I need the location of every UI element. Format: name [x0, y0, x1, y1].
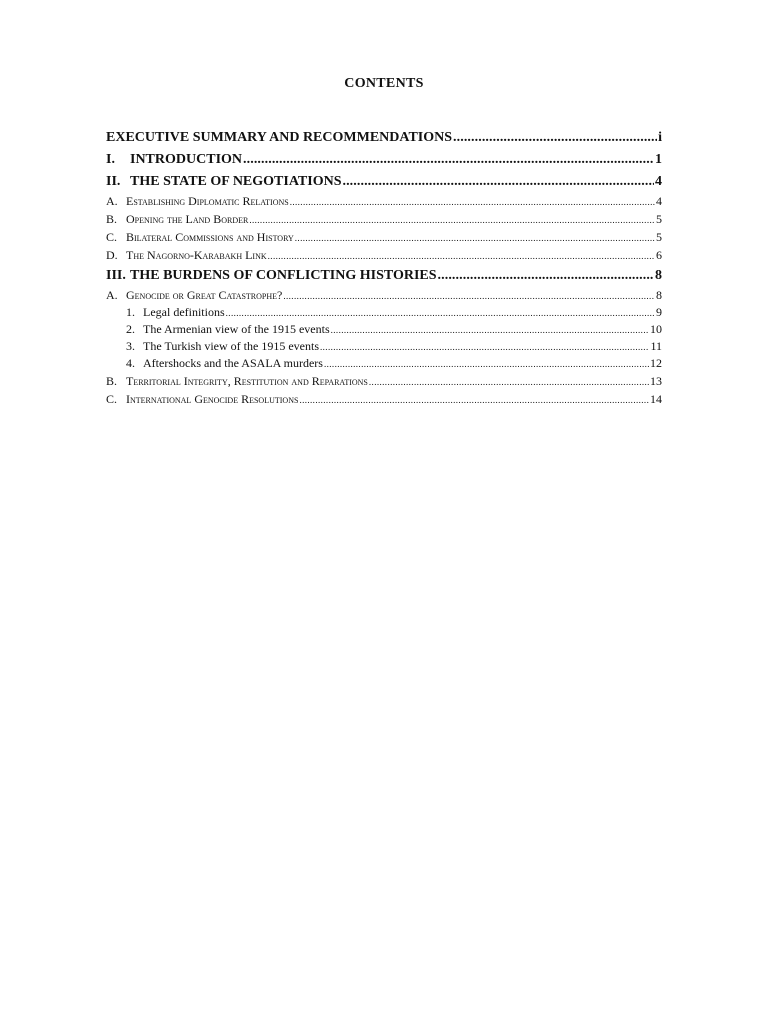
- toc-entry-label: INTRODUCTION: [130, 152, 243, 167]
- dot-leader: [438, 265, 654, 286]
- toc-entry-number: 2.: [126, 322, 135, 336]
- toc-entry-page: 8: [656, 288, 662, 302]
- toc-entry-number: B.: [106, 212, 118, 226]
- toc-entry-page: 8: [655, 268, 662, 283]
- toc-entry-legal-definitions[interactable]: [106, 304, 662, 321]
- dot-leader: [249, 211, 655, 228]
- toc-entry-state-of-negotiations[interactable]: [106, 171, 662, 192]
- toc-entry-page: 5: [656, 212, 662, 226]
- dot-leader: [226, 305, 655, 321]
- toc-entry-label: Aftershocks and the ASALA murders: [143, 356, 323, 370]
- dot-leader: [283, 287, 655, 304]
- toc-entry-label: International Genocide Resolutions: [126, 392, 299, 406]
- toc-entry-number: A.: [106, 288, 118, 302]
- toc-entry-diplomatic-relations[interactable]: [106, 192, 662, 210]
- toc-entry-label: THE BURDENS OF CONFLICTING HISTORIES: [130, 268, 437, 283]
- dot-leader: [369, 373, 649, 390]
- dot-leader: [331, 322, 649, 338]
- toc-entry-executive-summary[interactable]: [106, 127, 662, 148]
- toc-entry-label: Opening the Land Border: [126, 212, 249, 226]
- toc-entry-number: C.: [106, 392, 118, 406]
- toc-entry-label: EXECUTIVE SUMMARY AND RECOMMENDATIONS: [106, 130, 453, 145]
- toc-entry-page: i: [658, 130, 662, 145]
- toc-entry-label: Territorial Integrity, Restitution and Reparations: [126, 374, 368, 388]
- dot-leader: [290, 193, 655, 210]
- contents-title: CONTENTS: [344, 76, 424, 91]
- toc-entry-label: Bilateral Commissions and History: [126, 230, 294, 244]
- toc-entry-number: D.: [106, 248, 118, 262]
- toc-entry-page: 13: [650, 374, 662, 388]
- toc-entry-number: 4.: [126, 356, 135, 370]
- toc-entry-number: III.: [106, 268, 126, 283]
- dot-leader: [268, 247, 655, 264]
- toc-entry-label: The Nagorno-Karabakh Link: [126, 248, 267, 262]
- dot-leader: [453, 127, 657, 148]
- toc-entry-number: 3.: [126, 339, 135, 353]
- dot-leader: [299, 391, 649, 408]
- toc-entry-page: 4: [655, 174, 662, 189]
- toc-entry-genocide-or-catastrophe[interactable]: [106, 286, 662, 304]
- toc-entry-number: 1.: [126, 305, 135, 319]
- toc-entry-genocide-resolutions[interactable]: [106, 390, 662, 408]
- toc-entry-land-border[interactable]: [106, 210, 662, 228]
- dot-leader: [320, 339, 649, 355]
- toc-entry-label: Legal definitions: [143, 305, 225, 319]
- toc-entry-asala-murders[interactable]: [106, 355, 662, 372]
- toc-entry-page: 9: [656, 305, 662, 319]
- toc-entry-bilateral-commissions[interactable]: [106, 228, 662, 246]
- toc-entry-page: 5: [656, 230, 662, 244]
- dot-leader: [243, 149, 654, 170]
- toc-entry-page: 4: [656, 194, 662, 208]
- toc-entry-number: B.: [106, 374, 118, 388]
- toc-entry-page: 1: [655, 152, 662, 167]
- toc-entry-page: 6: [656, 248, 662, 262]
- toc-entry-page: 12: [650, 356, 662, 370]
- toc-entry-conflicting-histories[interactable]: [106, 265, 662, 286]
- toc-entry-number: II.: [106, 174, 121, 189]
- toc-entry-number: I.: [106, 152, 115, 167]
- toc-entry-armenian-view[interactable]: [106, 321, 662, 338]
- toc-entry-number: A.: [106, 194, 118, 208]
- toc-entry-territorial-integrity[interactable]: [106, 372, 662, 390]
- dot-leader: [342, 171, 654, 192]
- toc-entry-label: THE STATE OF NEGOTIATIONS: [130, 174, 342, 189]
- toc-entry-label: Genocide or Great Catastrophe?: [126, 288, 283, 302]
- toc-entry-label: The Turkish view of the 1915 events: [143, 339, 319, 353]
- toc-entry-introduction[interactable]: [106, 149, 662, 170]
- toc-entry-nagorno-karabakh[interactable]: [106, 246, 662, 264]
- toc-entry-page: 10: [650, 322, 662, 336]
- toc-entry-page: 14: [650, 392, 662, 406]
- toc-entry-page: 11: [650, 339, 662, 353]
- toc-entry-label: Establishing Diplomatic Relations: [126, 194, 289, 208]
- table-of-contents: [106, 126, 662, 408]
- toc-entry-number: C.: [106, 230, 118, 244]
- dot-leader: [324, 356, 649, 372]
- toc-entry-turkish-view[interactable]: [106, 338, 662, 355]
- dot-leader: [295, 229, 655, 246]
- toc-entry-label: The Armenian view of the 1915 events: [143, 322, 330, 336]
